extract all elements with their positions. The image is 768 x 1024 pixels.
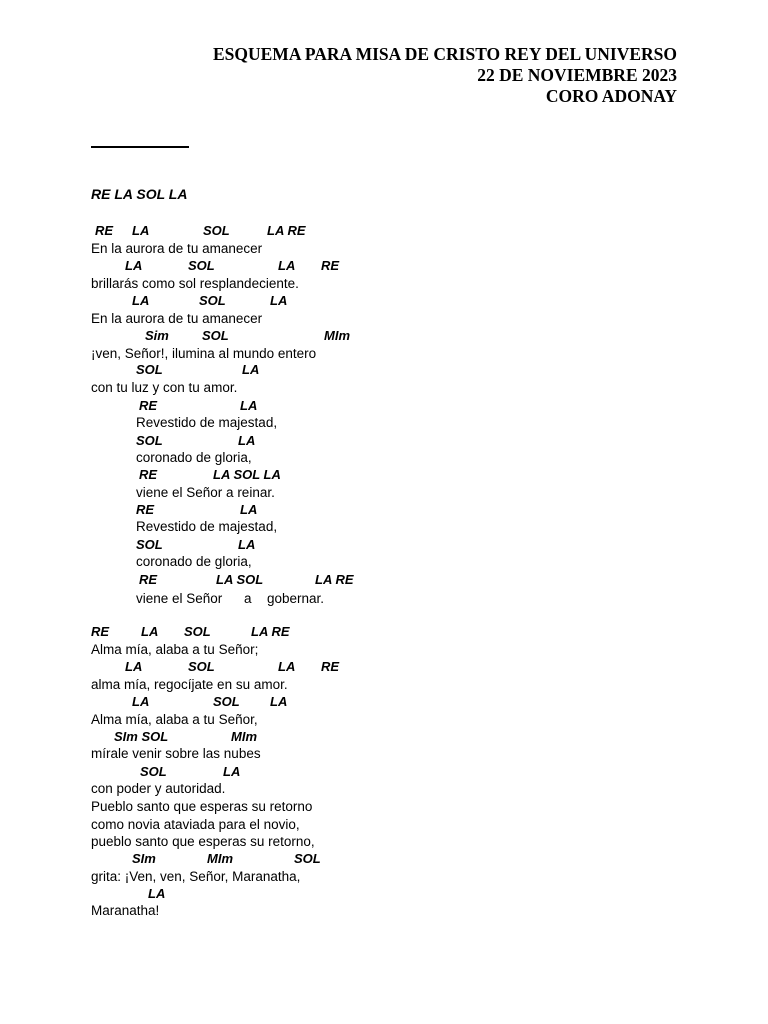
chord-line bbox=[0, 327, 768, 345]
lyric-line bbox=[0, 275, 768, 293]
lyric-text: coronado de gloria, bbox=[136, 450, 252, 465]
chord: RE bbox=[139, 572, 158, 587]
chord: LA bbox=[238, 433, 256, 448]
chord: SOL bbox=[294, 851, 321, 866]
lyric-line bbox=[0, 868, 768, 886]
lyric-text: Revestido de majestad, bbox=[136, 519, 278, 534]
chord: SOL bbox=[188, 659, 215, 674]
chord-line bbox=[0, 501, 768, 519]
chord-line bbox=[0, 397, 768, 415]
chord: SOL bbox=[136, 433, 163, 448]
chord-line bbox=[0, 222, 768, 240]
chord: SOL bbox=[202, 328, 229, 343]
lyric-text: grita: ¡Ven, ven, Señor, Maranatha, bbox=[91, 869, 301, 884]
chord: SOL bbox=[136, 537, 163, 552]
lyric-text: como novia ataviada para el novio, bbox=[91, 817, 300, 832]
chord-line bbox=[0, 693, 768, 711]
chord: LA bbox=[238, 537, 256, 552]
lyric-line bbox=[0, 833, 768, 851]
chord: LA RE bbox=[251, 624, 290, 639]
chord: LA SOL bbox=[216, 572, 264, 587]
chord: LA bbox=[270, 694, 288, 709]
chord-line bbox=[0, 658, 768, 676]
chord: SIm SOL bbox=[114, 729, 169, 744]
chord: LA bbox=[132, 694, 150, 709]
lyric-text: alma mía, regocíjate en su amor. bbox=[91, 677, 288, 692]
lyric-line bbox=[0, 676, 768, 694]
lyric-line bbox=[0, 310, 768, 328]
lyric-text: viene el Señor a reinar. bbox=[136, 485, 275, 500]
chord-line bbox=[0, 850, 768, 868]
chord: SOL bbox=[140, 764, 167, 779]
lyric-line bbox=[0, 553, 768, 571]
lyric-line bbox=[0, 379, 768, 397]
chord: LA bbox=[125, 258, 143, 273]
intro-chords: RE LA SOL LA bbox=[91, 186, 188, 202]
chord: SOL bbox=[199, 293, 226, 308]
lyric-line bbox=[0, 449, 768, 467]
chord: LA bbox=[240, 502, 258, 517]
lyric-text: a bbox=[244, 591, 252, 606]
lyric-text: mírale venir sobre las nubes bbox=[91, 746, 261, 761]
chord: SOL bbox=[203, 223, 230, 238]
chord: LA bbox=[223, 764, 241, 779]
chord: LA RE bbox=[267, 223, 306, 238]
lyric-line bbox=[0, 745, 768, 763]
lyric-line bbox=[0, 518, 768, 536]
lyric-line bbox=[0, 641, 768, 659]
chord: LA SOL LA bbox=[213, 467, 281, 482]
chord: SOL bbox=[213, 694, 240, 709]
lyric-line bbox=[0, 816, 768, 834]
chord: SOL bbox=[136, 362, 163, 377]
chord: SOL bbox=[188, 258, 215, 273]
chord-line bbox=[0, 763, 768, 781]
chord-line bbox=[0, 292, 768, 310]
lyric-line bbox=[0, 780, 768, 798]
chord: LA bbox=[132, 293, 150, 308]
lyric-line bbox=[0, 414, 768, 432]
chord: RE bbox=[95, 223, 114, 238]
chord-line bbox=[0, 361, 768, 379]
chord: SIm bbox=[132, 851, 156, 866]
lyric-text: En la aurora de tu amanecer bbox=[91, 241, 263, 256]
chord-line bbox=[0, 623, 768, 641]
chord: LA bbox=[278, 659, 296, 674]
chord: LA bbox=[242, 362, 260, 377]
chord: RE bbox=[139, 467, 158, 482]
chord: LA bbox=[270, 293, 288, 308]
chord: RE bbox=[136, 502, 155, 517]
lyric-line bbox=[0, 484, 768, 502]
lyric-text: Revestido de majestad, bbox=[136, 415, 278, 430]
choir-name: CORO ADONAY bbox=[545, 86, 677, 106]
chord: LA bbox=[240, 398, 258, 413]
lyric-text: pueblo santo que esperas su retorno, bbox=[91, 834, 315, 849]
chord: MIm bbox=[231, 729, 257, 744]
chord: LA bbox=[148, 886, 166, 901]
lyric-line bbox=[0, 902, 768, 920]
document-date: 22 DE NOVIEMBRE 2023 bbox=[477, 65, 677, 85]
chord: LA RE bbox=[315, 572, 354, 587]
lyric-text: con poder y autoridad. bbox=[91, 781, 226, 796]
lyric-text: gobernar. bbox=[267, 591, 325, 606]
chord: LA bbox=[278, 258, 296, 273]
chord-line bbox=[0, 257, 768, 275]
lyric-line bbox=[0, 798, 768, 816]
chord-line bbox=[0, 432, 768, 450]
chord: SOL bbox=[184, 624, 211, 639]
lyric-text: ¡ven, Señor!, ilumina al mundo entero bbox=[91, 346, 317, 361]
chord: RE bbox=[139, 398, 158, 413]
chord: LA bbox=[125, 659, 143, 674]
lyric-text: viene el Señor bbox=[136, 591, 223, 606]
lyric-text: brillarás como sol resplandeciente. bbox=[91, 276, 299, 291]
lyric-line bbox=[0, 590, 768, 608]
document-title: ESQUEMA PARA MISA DE CRISTO REY DEL UNIVERSO bbox=[212, 44, 677, 64]
chord: RE bbox=[321, 659, 340, 674]
chord: RE bbox=[321, 258, 340, 273]
lyric-text: Alma mía, alaba a tu Señor, bbox=[91, 712, 258, 727]
lyric-text: Maranatha! bbox=[91, 903, 160, 918]
chord-line bbox=[0, 536, 768, 554]
chord: RE bbox=[91, 624, 110, 639]
intro-line bbox=[0, 185, 768, 203]
chord-line bbox=[0, 466, 768, 484]
lyric-line bbox=[0, 240, 768, 258]
chord: Sim bbox=[145, 328, 169, 343]
lyric-text: Alma mía, alaba a tu Señor; bbox=[91, 642, 259, 657]
chord-line bbox=[0, 728, 768, 746]
lyric-text: En la aurora de tu amanecer bbox=[91, 311, 263, 326]
chord: LA bbox=[132, 223, 150, 238]
lyric-line bbox=[0, 711, 768, 729]
chord: MIm bbox=[207, 851, 233, 866]
chord-line bbox=[0, 885, 768, 903]
lyric-text: con tu luz y con tu amor. bbox=[91, 380, 238, 395]
chord: LA bbox=[141, 624, 159, 639]
chord: MIm bbox=[324, 328, 350, 343]
lyric-text: Pueblo santo que esperas su retorno bbox=[91, 799, 313, 814]
lyric-text: coronado de gloria, bbox=[136, 554, 252, 569]
chord-line bbox=[0, 571, 768, 589]
